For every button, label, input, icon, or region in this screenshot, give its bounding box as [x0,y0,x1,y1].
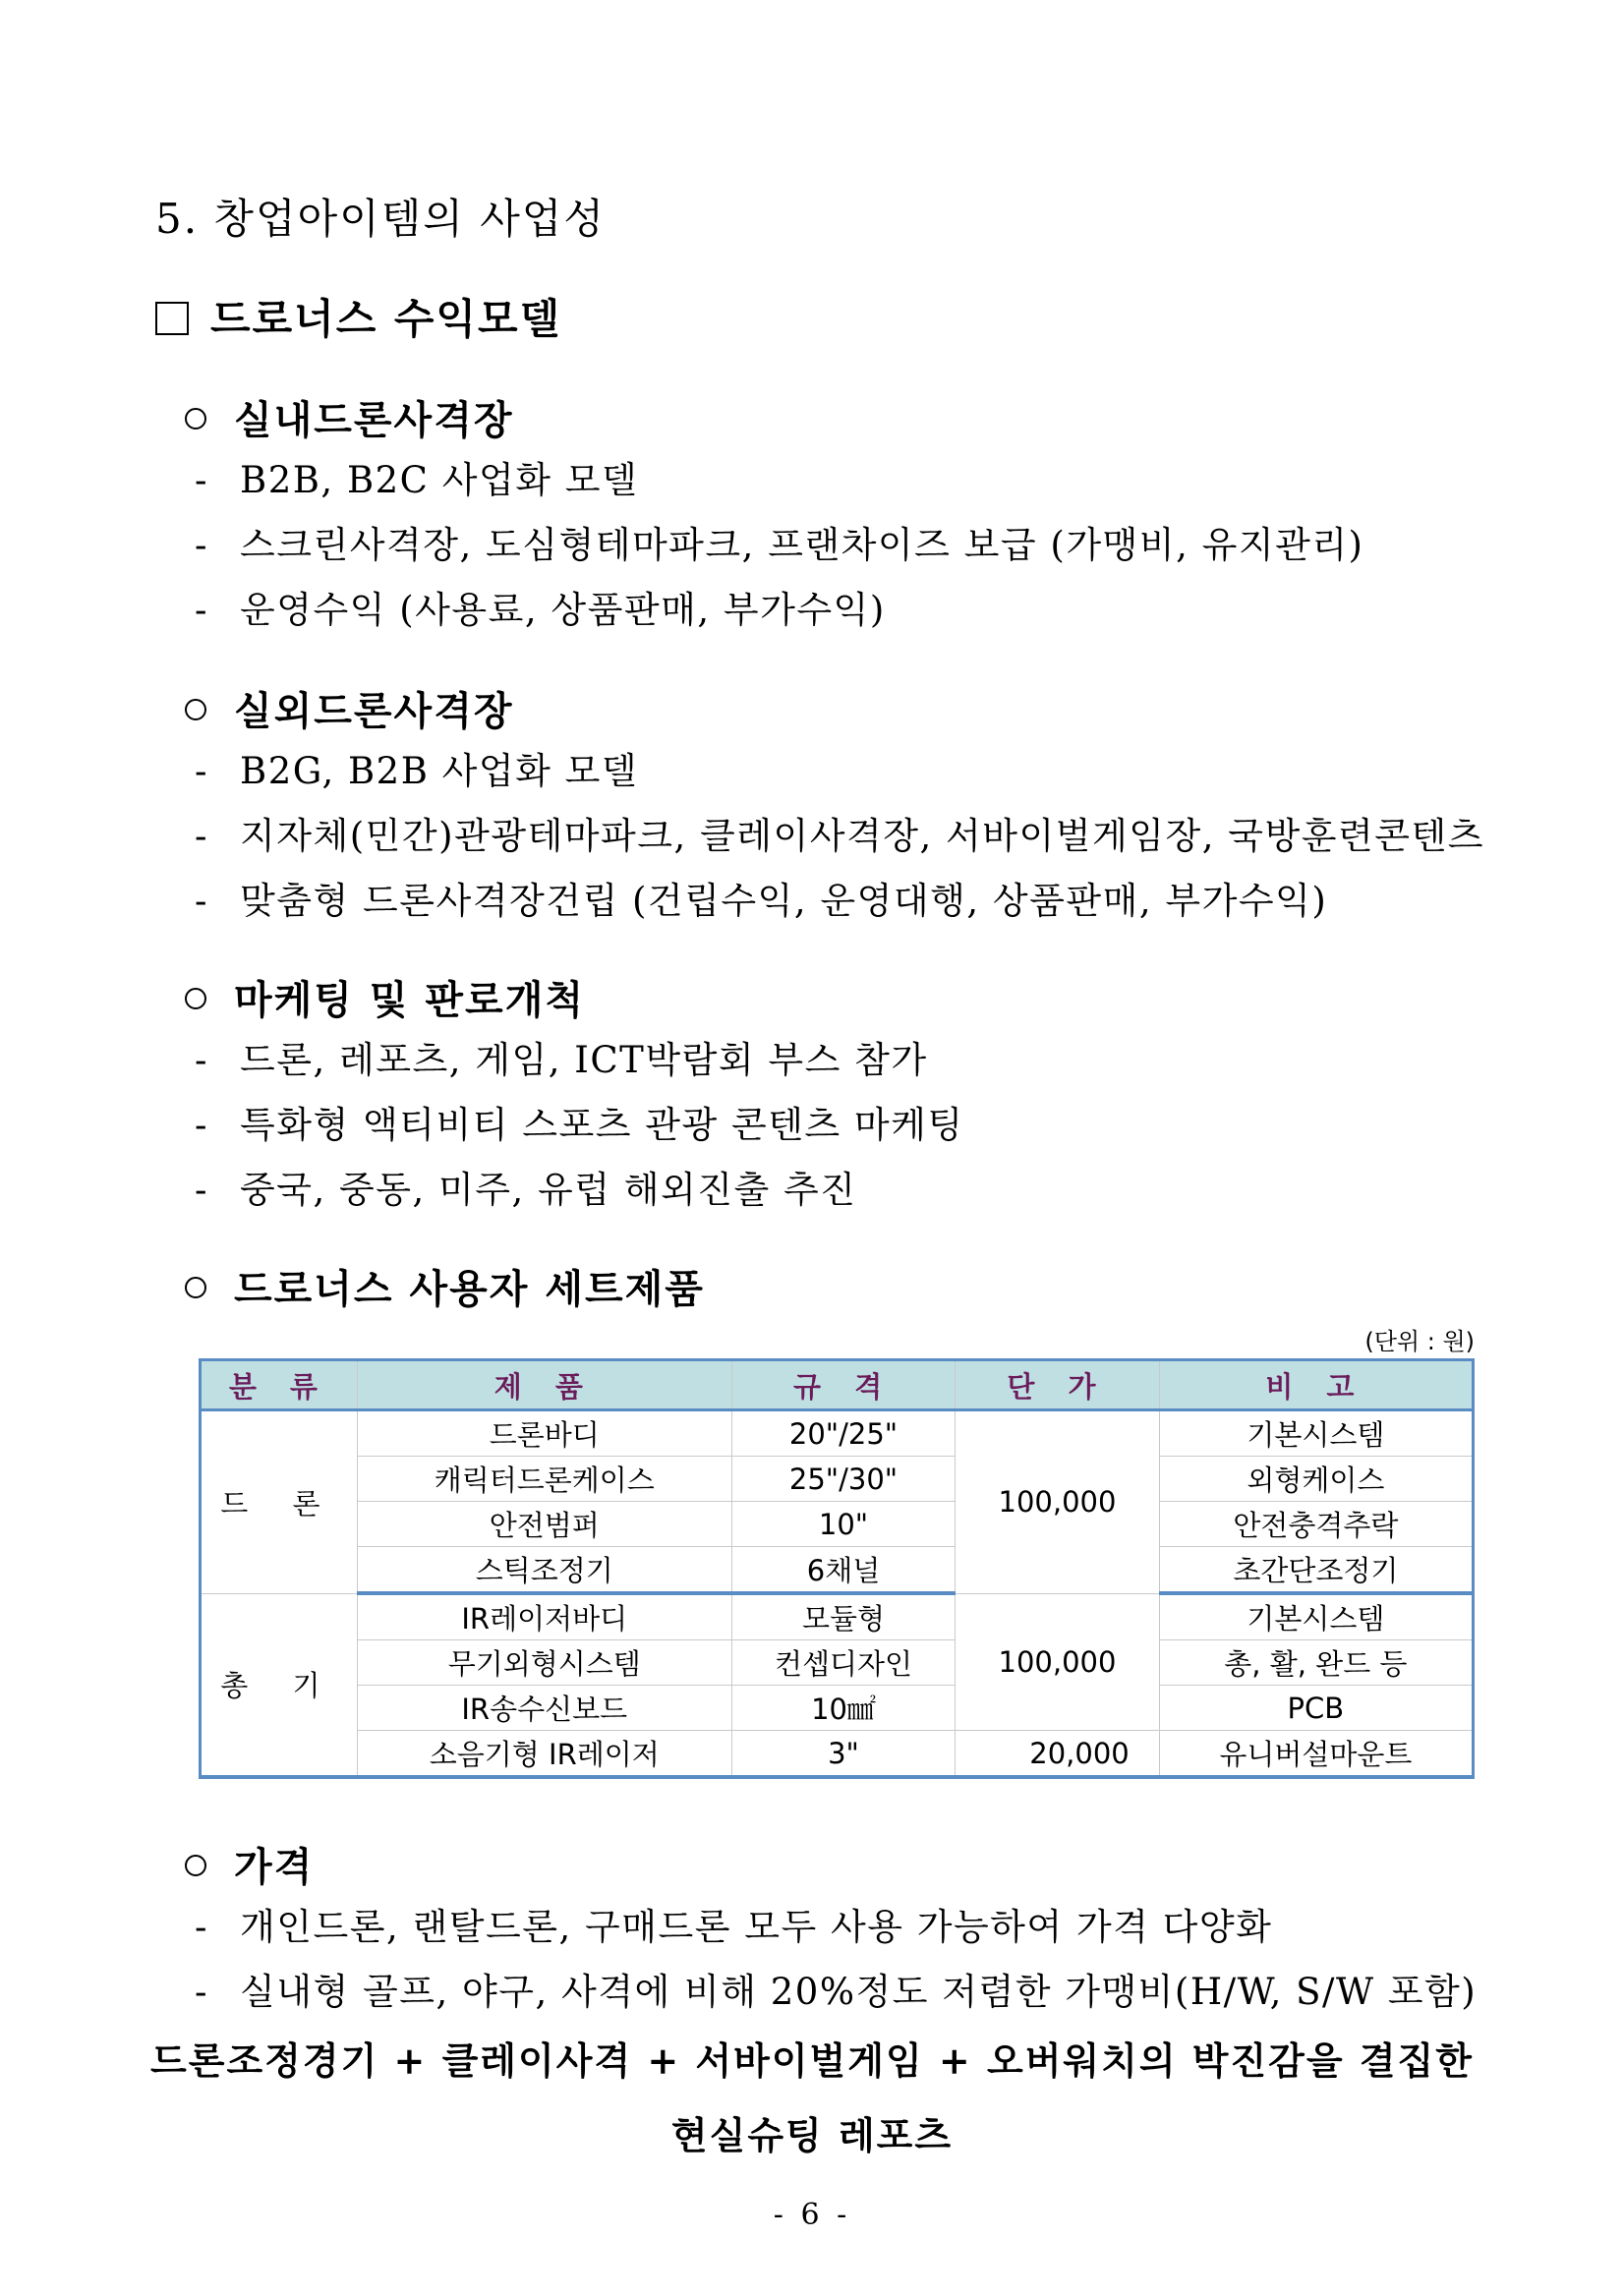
table-row [201,1547,1474,1594]
spec-cell: 6채널 [731,1547,955,1594]
model-heading [155,287,561,346]
model-heading-text: 드로너스 수익모델 [210,295,562,343]
topic-price-title: 가격 [234,1844,315,1890]
topic-price-heading [185,1836,314,1892]
list-item: - 맞춤형 드론사격장건립 (건립수익, 운영대행, 상품판매, 부가수익) [195,880,1328,922]
list-item: - B2G, B2B 사업화 모델 [195,750,639,792]
price-cell: 100,000 [956,1593,1160,1731]
set-products-table [199,1358,1475,1779]
product-cell: 캐릭터드론케이스 [357,1457,731,1502]
product-cell: 소음기형 IR레이저 [357,1731,731,1778]
section-title: 5. 창업아이템의 사업성 [155,195,606,243]
list-item: - 지자체(민간)관광테마파크, 클레이사격장, 서바이벌게임장, 국방훈련콘텐츠 [195,815,1484,857]
table-row [201,1640,1474,1686]
price-cell: 100,000 [956,1410,1160,1594]
note-cell: 초간단조정기 [1159,1547,1473,1594]
topic-marketing-heading [185,969,585,1025]
table-row [201,1593,1474,1640]
list-item: - 스크린사격장, 도심형테마파크, 프랜차이즈 보급 (가맹비, 유지관리) [195,524,1364,566]
conclusion-line-2: 현실슈팅 레포츠 [670,2113,954,2157]
marketing-list [195,1028,964,1223]
indoor-list [195,448,1364,643]
column-header: 단 가 [956,1360,1160,1410]
note-cell: PCB [1159,1686,1473,1731]
note-cell: 유니버설마운트 [1159,1731,1473,1778]
note-cell: 기본시스템 [1159,1410,1473,1457]
page-number: - 6 - [773,2198,851,2232]
column-header: 규 격 [731,1360,955,1410]
price-list [195,1895,1477,2025]
circle-bullet-icon [185,1277,206,1298]
circle-bullet-icon [185,988,206,1009]
note-cell: 안전충격추락 [1159,1502,1473,1547]
product-cell: IR레이저바디 [357,1593,731,1640]
product-cell: 안전범퍼 [357,1502,731,1547]
topic-outdoor-title: 실외드론사격장 [234,688,514,734]
note-cell: 기본시스템 [1159,1593,1473,1640]
note-cell: 총, 활, 완드 등 [1159,1640,1473,1686]
topic-set-products-title: 드로너스 사용자 세트제품 [234,1266,705,1312]
circle-bullet-icon [185,1855,206,1876]
outdoor-list [195,739,1484,934]
product-cell: 드론바디 [357,1410,731,1457]
checkbox-square-icon [155,302,189,335]
product-cell: 무기외형시스템 [357,1640,731,1686]
product-cell: 스틱조정기 [357,1547,731,1594]
table-header-row [201,1360,1474,1410]
list-item: - 실내형 골프, 야구, 사격에 비해 20%정도 저렴한 가맹비(H/W, S/W 포함) [195,1971,1478,2013]
spec-cell: 컨셉디자인 [731,1640,955,1686]
list-item: - 개인드론, 랜탈드론, 구매드론 모두 사용 가능하여 가격 다양화 [195,1906,1273,1948]
table-row [201,1410,1474,1457]
column-header: 분 류 [201,1360,358,1410]
column-header: 제 품 [357,1360,731,1410]
spec-cell: 10" [731,1502,955,1547]
unit-note: (단위 : 원) [1364,1328,1475,1355]
list-item: - 특화형 액티비티 스포츠 관광 콘텐츠 마케팅 [195,1104,964,1146]
spec-cell: 모듈형 [731,1593,955,1640]
table-row [201,1731,1474,1778]
list-item: - B2B, B2C 사업화 모델 [195,459,639,501]
table-row [201,1502,1474,1547]
list-item: - 운영수익 (사용료, 상품판매, 부가수익) [195,589,886,631]
table-row [201,1457,1474,1502]
spec-cell: 10㎟ [731,1686,955,1731]
topic-outdoor-heading [185,680,513,736]
circle-bullet-icon [185,408,206,430]
spec-cell: 25"/30" [731,1457,955,1502]
note-cell: 외형케이스 [1159,1457,1473,1502]
category-cell: 드 론 [201,1410,358,1594]
topic-indoor-title: 실내드론사격장 [234,397,514,443]
list-item: - 중국, 중동, 미주, 유럽 해외진출 추진 [195,1169,857,1211]
column-header: 비 고 [1159,1360,1473,1410]
spec-cell: 3" [731,1731,955,1778]
topic-marketing-title: 마케팅 및 판로개척 [234,977,585,1023]
list-item: - 드론, 레포츠, 게임, ICT박람회 부스 참가 [195,1039,928,1081]
topic-indoor-heading [185,389,513,445]
category-cell: 총 기 [201,1593,358,1777]
circle-bullet-icon [185,699,206,720]
product-cell: IR송수신보드 [357,1686,731,1731]
spec-cell: 20"/25" [731,1410,955,1457]
conclusion-line-1: 드론조정경기 + 클레이사격 + 서바이벌게임 + 오버워치의 박진감을 결집한 [150,2038,1474,2083]
topic-set-products-heading [185,1258,705,1314]
price-cell: 20,000 [956,1731,1160,1778]
table-row [201,1686,1474,1731]
